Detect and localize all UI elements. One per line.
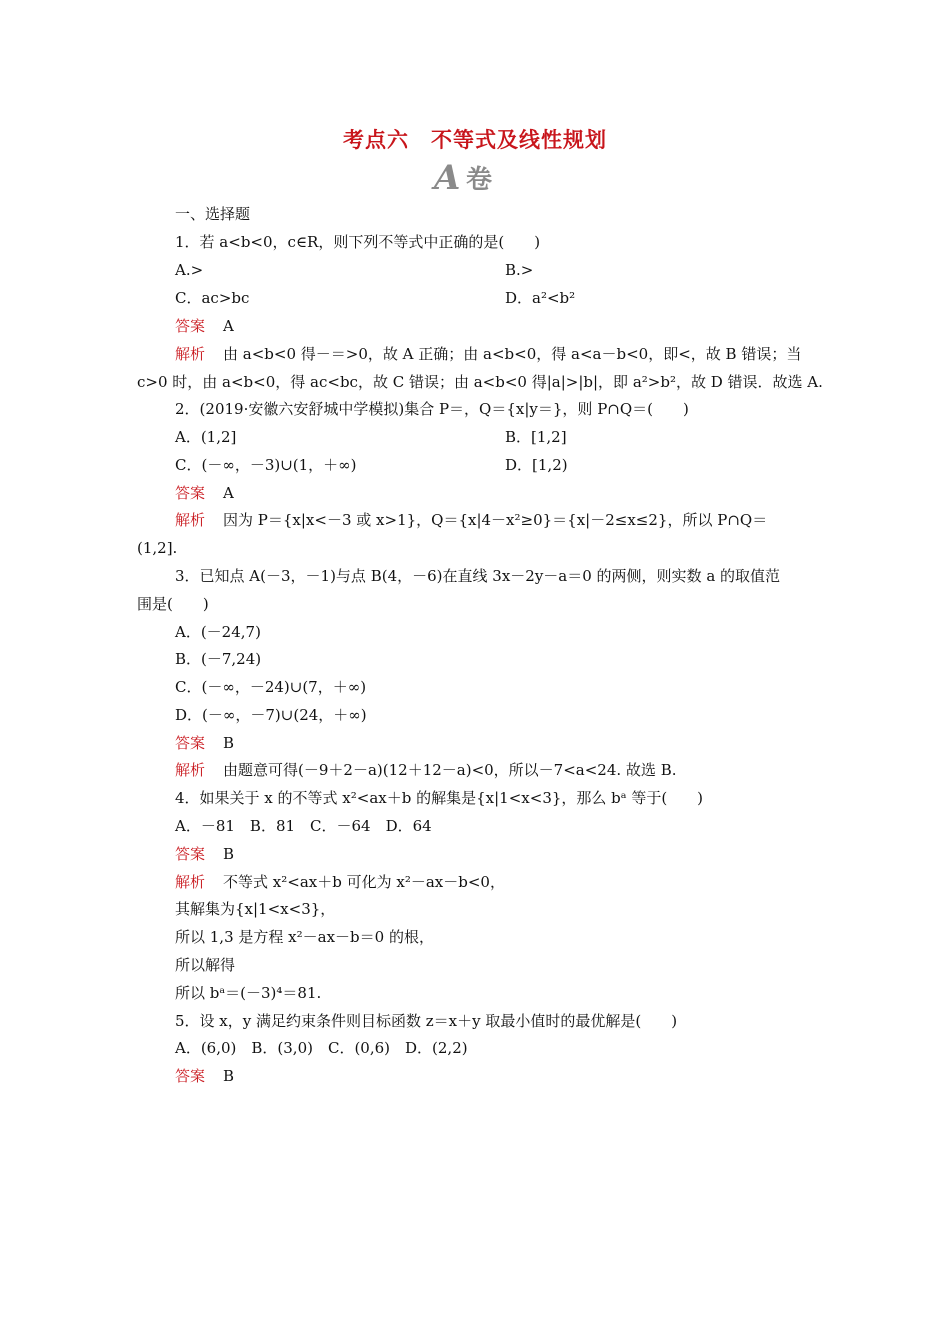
q1-option-b: B.> [505, 261, 534, 279]
answer-label: 答案 [175, 317, 206, 335]
q5-stem: 5．设 x，y 满足约束条件则目标函数 z＝x＋y 取最小值时的最优解是( ) [175, 1012, 678, 1030]
q3-option-c: C．(－∞，－24)∪(7，＋∞) [175, 678, 367, 696]
answer-label: 答案 [175, 845, 206, 863]
answer-value: B [223, 734, 235, 752]
analysis-text: 由题意可得(－9＋2－a)(12＋12－a)<0，所以－7<a<24. 故选 B. [223, 761, 677, 779]
q5-options: A．(6,0) B．(3,0) C．(0,6) D．(2,2) [175, 1039, 468, 1057]
analysis-label: 解析 [175, 761, 206, 779]
section-heading: 一、选择题 [175, 205, 251, 223]
q3-analysis-line-1 [175, 760, 677, 780]
analysis-label: 解析 [175, 345, 206, 363]
volume-text: 卷 [466, 165, 493, 195]
q2-option-b: B．[1,2] [505, 428, 567, 446]
title-part-a: 考点六 [343, 128, 409, 152]
q4-analysis-line-3: 所以 1,3 是方程 x²－ax－b＝0 的根， [175, 928, 434, 946]
volume-letter: A [434, 158, 461, 198]
q2-analysis-line-1 [175, 510, 767, 530]
volume-a-emblem [434, 158, 534, 198]
q4-analysis-line-4: 所以解得 [175, 956, 236, 974]
q1-analysis-line-1 [175, 344, 801, 364]
answer-value: A [223, 484, 234, 502]
q1-option-c: C．ac>bc [175, 289, 250, 307]
q4-analysis-line-2: 其解集为{x|1<x<3}， [175, 900, 336, 918]
q3-stem-line-1: 3．已知点 A(－3，－1)与点 B(4，－6)在直线 3x－2y－a＝0 的两侧，则实数 a 的取值范 [175, 567, 781, 585]
q1-stem: 1．若 a<b<0，c∈R，则下列不等式中正确的是( ) [175, 233, 541, 251]
page-title [0, 124, 950, 154]
q5-answer [175, 1066, 234, 1086]
answer-label: 答案 [175, 484, 206, 502]
q4-analysis-line-1 [175, 872, 505, 892]
q2-option-c: C．(－∞，－3)∪(1，＋∞) [175, 456, 357, 474]
answer-label: 答案 [175, 1067, 206, 1085]
answer-value: B [223, 1067, 235, 1085]
q2-analysis-line-2: (1,2]. [137, 539, 178, 557]
answer-label: 答案 [175, 734, 206, 752]
q1-answer [175, 316, 234, 336]
answer-value: B [223, 845, 235, 863]
q3-answer [175, 733, 234, 753]
analysis-text: 因为 P＝{x|x<－3 或 x>1}，Q＝{x|4－x²≥0}＝{x|－2≤x≤2}，所以 P∩Q＝ [223, 511, 768, 529]
q3-option-d: D．(－∞，－7)∪(24，＋∞) [175, 706, 367, 724]
q2-stem: 2．(2019·安徽六安舒城中学模拟)集合 P＝，Q＝{x|y＝}，则 P∩Q＝( ) [175, 400, 689, 418]
q1-option-a: A.> [175, 261, 204, 279]
answer-value: A [223, 317, 234, 335]
q2-option-a: A．(1,2] [175, 428, 237, 446]
q4-answer [175, 844, 234, 864]
q3-option-a: A．(－24,7) [175, 623, 261, 641]
title-part-b: 不等式及线性规划 [431, 128, 607, 152]
q2-option-d: D．[1,2) [505, 456, 568, 474]
q3-option-b: B．(－7,24) [175, 650, 262, 668]
analysis-label: 解析 [175, 873, 206, 891]
q2-answer [175, 483, 234, 503]
q4-options: A．－81 B．81 C．－64 D．64 [175, 817, 432, 835]
analysis-label: 解析 [175, 511, 206, 529]
analysis-text: 由 a<b<0 得－＝>0，故 A 正确；由 a<b<0，得 a<a－b<0，即<，故 B 错误；当 [223, 345, 802, 363]
q4-stem: 4．如果关于 x 的不等式 x²<ax＋b 的解集是{x|1<x<3}，那么 bᵃ 等于( ) [175, 789, 704, 807]
q1-analysis-line-2: c>0 时，由 a<b<0，得 ac<bc，故 C 错误；由 a<b<0 得|a|>|b|，即 a²>b²，故 D 错误．故选 A. [137, 373, 823, 391]
q3-stem-line-2: 围是( ) [137, 595, 209, 613]
q4-analysis-line-5: 所以 bᵃ＝(－3)⁴＝81. [175, 984, 322, 1002]
analysis-text: 不等式 x²<ax＋b 可化为 x²－ax－b<0， [223, 873, 505, 891]
q1-option-d: D．a²<b² [505, 289, 576, 307]
